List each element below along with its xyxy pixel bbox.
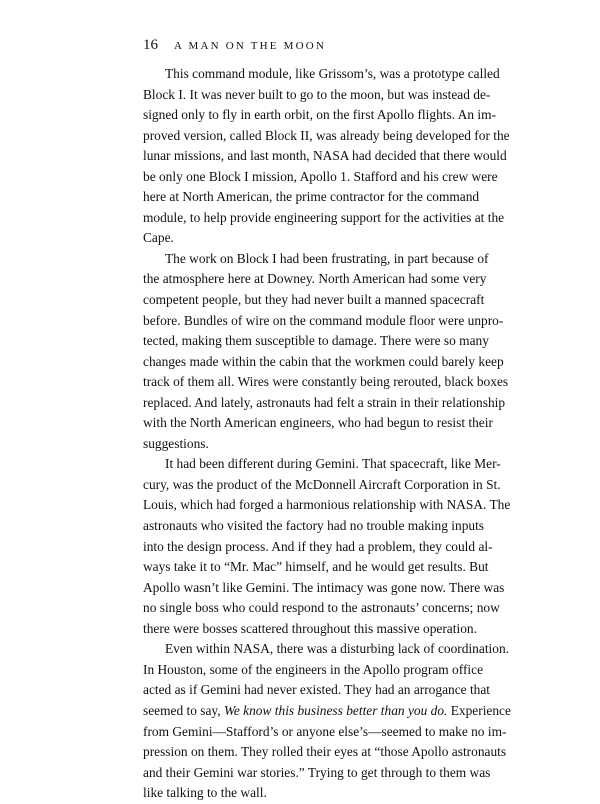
text-line: Cape. — [143, 230, 174, 246]
text-line: Louis, which had forged a harmonious relationship with NASA. The — [143, 497, 511, 513]
text-line: It had been different during Gemini. That spacecraft, like Mer- — [165, 456, 501, 472]
paragraph — [143, 454, 511, 639]
body-text — [143, 64, 511, 804]
text-line: the atmosphere here at Downey. North American had some very — [143, 271, 487, 287]
text-line: before. Bundles of wire on the command module floor were unpro- — [143, 312, 504, 328]
text-line: seemed to say, We know this business better than you do. Experience — [143, 702, 511, 718]
text-line: like talking to the wall. — [143, 785, 267, 801]
text-line: cury, was the product of the McDonnell Aircraft Corporation in St. — [143, 476, 501, 492]
text-line: from Gemini—Stafford’s or anyone else’s—seemed to make no im- — [143, 723, 507, 739]
text-line: acted as if Gemini had never existed. They had an arrogance that — [143, 682, 491, 698]
running-head — [143, 36, 326, 54]
text-line: into the design process. And if they had a problem, they could al- — [143, 538, 493, 554]
page-number: 16 — [143, 37, 158, 53]
text-line: signed only to fly in earth orbit, on the first Apollo flights. An im- — [143, 107, 496, 123]
text-line: In Houston, some of the engineers in the Apollo program office — [143, 661, 484, 677]
text-line: Even within NASA, there was a disturbing lack of coordination. — [165, 641, 509, 657]
text-line: with the North American engineers, who had begun to resist their — [143, 415, 493, 431]
text-line: and their Gemini war stories.” Trying to get through to them was — [143, 764, 491, 780]
text-line: proved version, called Block II, was already being developed for the — [143, 127, 510, 143]
text-line: astronauts who visited the factory had no trouble making inputs — [143, 518, 485, 534]
text-line: The work on Block I had been frustrating, in part because of — [165, 250, 489, 266]
paragraph — [143, 64, 510, 249]
text-line: replaced. And lately, astronauts had felt a strain in their relationship — [143, 394, 506, 410]
text-line: there were bosses scattered throughout this massive operation. — [143, 620, 477, 636]
text-line: module, to help provide engineering support for the activities at the — [143, 209, 505, 225]
paragraph — [143, 249, 509, 454]
text-line: suggestions. — [143, 435, 209, 451]
text-line: Block I. It was never built to go to the moon, but was instead de- — [143, 86, 491, 102]
text-line: changes made within the cabin that the workmen could barely keep — [143, 353, 504, 369]
text-line: be only one Block I mission, Apollo 1. Stafford and his crew were — [143, 168, 498, 184]
text-line: Apollo wasn’t like Gemini. The intimacy was gone now. There was — [143, 579, 505, 595]
text-line: tected, making them susceptible to damage. There were so many — [143, 333, 489, 349]
text-line: no single boss who could respond to the astronauts’ concerns; now — [143, 600, 500, 616]
text-line: competent people, but they had never built a manned spacecraft — [143, 292, 485, 308]
text-line: here at North American, the prime contractor for the command — [143, 189, 480, 205]
text-line: lunar missions, and last month, NASA had decided that there would — [143, 148, 507, 164]
text-line: ways take it to “Mr. Mac” himself, and he would get results. But — [143, 559, 489, 575]
paragraph — [143, 639, 511, 803]
text-line: This command module, like Grissom’s, was a prototype called — [165, 66, 500, 81]
text-line: pression on them. They rolled their eyes at “those Apollo astronauts — [143, 744, 507, 760]
book-title: A MAN ON THE MOON — [174, 40, 327, 52]
text-line: track of them all. Wires were constantly being rerouted, black boxes — [143, 374, 509, 390]
